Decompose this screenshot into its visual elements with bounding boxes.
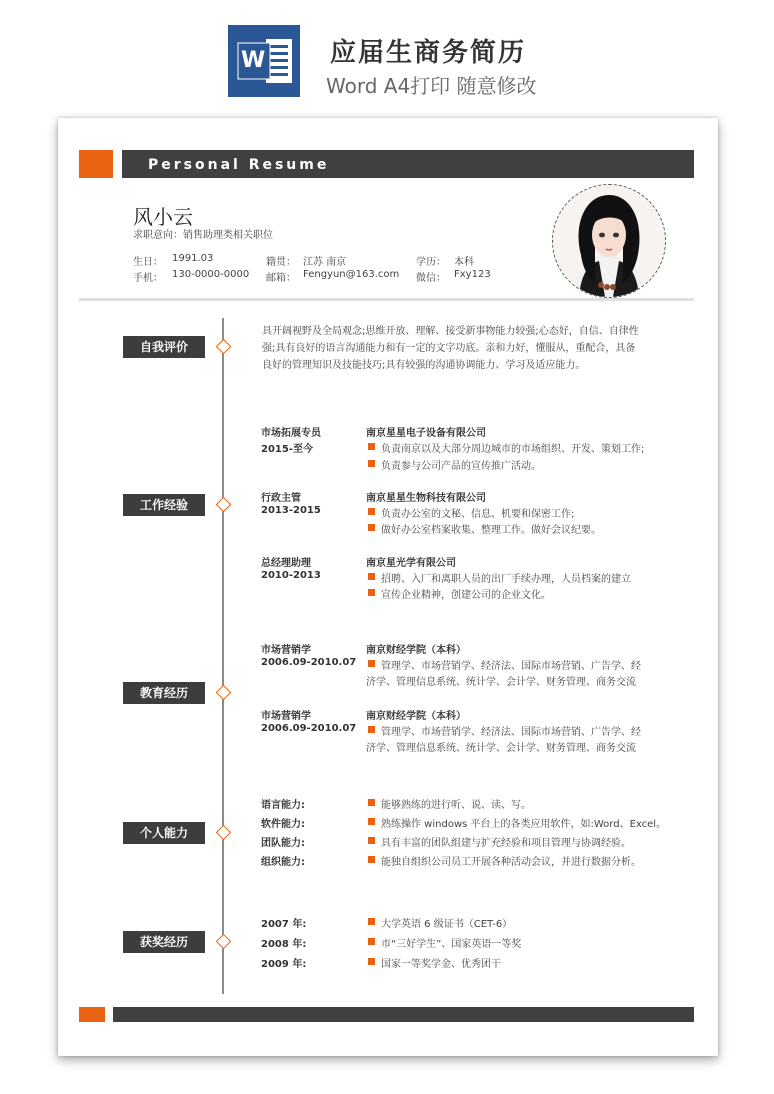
info-value: 130-0000-0000 [172,269,250,280]
page-subtitle: Word A4打印 随意修改 [326,74,537,98]
section-self-eval: 自我评价 [123,336,205,358]
page-title: 应届生商务简历 [330,38,527,68]
work-company: 南京星星电子设备有限公司 [366,428,486,439]
bullet [368,660,375,667]
work-period: 2013-2015 [261,505,321,516]
bullet [368,837,375,844]
bullet [368,958,375,965]
info-label: 生日： [133,257,163,268]
edu-major: 市场营销学 [261,645,311,656]
profile-photo [552,184,666,298]
skill-label: 组织能力: [261,857,305,868]
edu-major: 市场营销学 [261,711,311,722]
info-value: 1991.03 [172,253,214,264]
info-value: Fengyun@163.com [303,269,400,280]
award-text: 市“三好学生”、国家英语一等奖 [381,939,522,950]
bullet [368,573,375,580]
bullet [368,460,375,467]
section-skills: 个人能力 [123,822,205,844]
bullet [368,818,375,825]
edu-period: 2006.09-2010.07 [261,657,357,668]
info-label: 学历： [416,257,446,268]
edu-courses: 管理学、市场营销学、经济法、国际市场营销、广告学、经 [381,727,641,738]
info-value: 江苏 南京 [303,257,347,268]
work-company: 南京星星生物科技有限公司 [366,493,486,504]
work-period: 2010-2013 [261,570,321,581]
skill-label: 团队能力: [261,838,305,849]
work-bullet: 做好办公室档案收集、整理工作。做好会议纪要。 [381,525,601,536]
self-eval-text: 具开阔视野及全局观念;思维开放、理解、接受新事物能力较强;心态好，自信、自律性 强;具有良好的语言沟通能力和有一定的文字功底。亲和力好，懂服从，重配合，具备 良好的管理知识及技能技巧;具有较强的沟通协调能力、学习及适应能力。 [262,326,639,371]
section-education: 教育经历 [123,682,205,704]
award-year: 2008 年: [261,939,307,950]
section-awards: 获奖经历 [123,931,205,953]
edu-courses: 管理学、市场营销学、经济法、国际市场营销、广告学、经 [381,661,641,672]
bullet [368,524,375,531]
info-value: Fxy123 [454,269,491,280]
skill-text: 能独自组织公司员工开展各种活动会议，并进行数据分析。 [381,857,641,868]
edu-courses: 济学、管理信息系统、统计学、会计学、财务管理、商务交流 [366,743,636,754]
candidate-name: 风小云 [133,205,193,229]
work-bullet: 负责办公室的文秘、信息、机要和保密工作; [381,509,575,520]
skill-text: 具有丰富的团队组建与扩充经验和项目管理与协调经验。 [381,838,631,849]
work-bullet: 招聘、入厂和离职人员的出厂手续办理，人员档案的建立 [381,574,631,585]
bullet [368,938,375,945]
edu-courses: 济学、管理信息系统、统计学、会计学、财务管理、商务交流 [366,677,636,688]
info-label: 手机： [133,273,163,284]
edu-school: 南京财经学院（本科） [366,711,466,722]
info-value: 本科 [454,257,474,268]
section-work: 工作经验 [123,494,205,516]
work-bullet: 负责南京以及大部分周边城市的市场组织、开发、策划工作; [381,444,645,455]
bullet [368,856,375,863]
work-bullet: 负责参与公司产品的宣传推广活动。 [381,461,541,472]
work-company: 南京星光学有限公司 [366,558,456,569]
job-intent: 求职意向：销售助理类相关职位 [133,230,273,241]
work-role: 市场拓展专员 [261,428,321,439]
accent-square [79,150,113,178]
info-label: 籍贯： [266,257,296,268]
skill-text: 熟练操作 windows 平台上的各类应用软件，如:Word、Excel。 [381,819,667,830]
skill-label: 语言能力: [261,800,305,811]
footer-bar [113,1007,694,1022]
skill-label: 软件能力: [261,819,305,830]
word-letter: W [241,48,266,73]
work-bullet: 宣传企业精神，创建公司的企业文化。 [381,590,551,601]
header-divider [79,298,694,301]
timeline-line [222,318,224,994]
banner-title: Personal Resume [148,157,330,173]
work-period: 2015-至今 [261,444,313,455]
work-role: 行政主管 [261,493,301,504]
award-year: 2009 年: [261,959,307,970]
skill-text: 能够熟练的进行听、说、读、写。 [381,800,531,811]
bullet [368,799,375,806]
bullet [368,918,375,925]
award-text: 大学英语 6 级证书（CET-6） [381,919,513,930]
edu-period: 2006.09-2010.07 [261,723,357,734]
word-document-icon [228,25,300,97]
bullet [368,726,375,733]
bullet [368,508,375,515]
info-label: 微信： [416,273,446,284]
work-role: 总经理助理 [261,558,311,569]
bullet [368,443,375,450]
bullet [368,589,375,596]
award-text: 国家一等奖学金、优秀团干 [381,959,501,970]
footer-accent-square [79,1007,105,1022]
edu-school: 南京财经学院（本科） [366,645,466,656]
info-label: 邮箱： [266,273,296,284]
award-year: 2007 年: [261,919,307,930]
